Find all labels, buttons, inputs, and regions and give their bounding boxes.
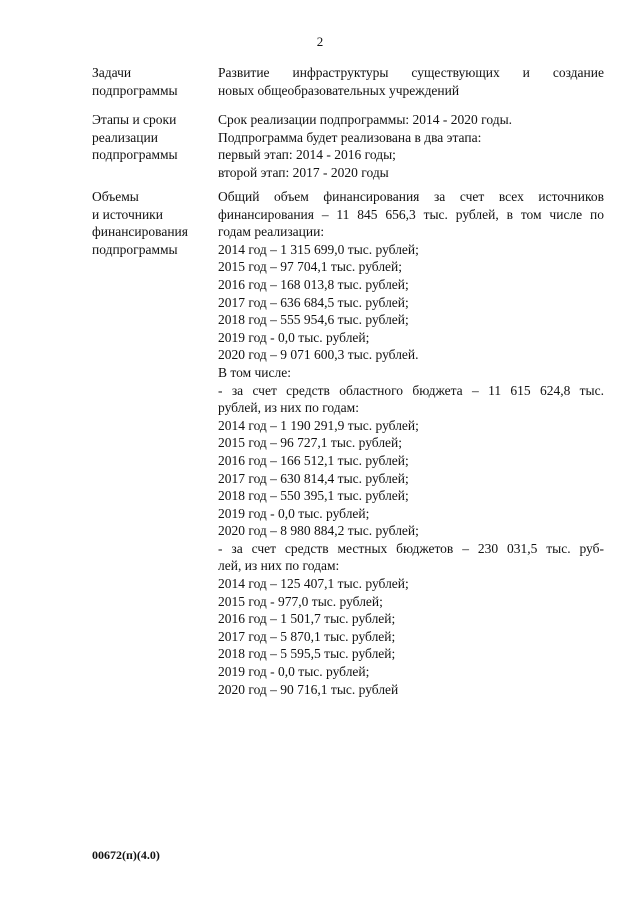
row-financing — [92, 188, 604, 698]
content-line: лей, из них по годам: — [218, 558, 340, 574]
content-line: 2015 год - 977,0 тыс. рублей; — [218, 593, 383, 609]
label-line: Задачи — [92, 65, 132, 80]
content-line: первый этап: 2014 - 2016 годы; — [218, 147, 396, 163]
page-number: 2 — [316, 34, 324, 49]
content-line: - за счет средств местных бюджетов – 230 031,5 тыс. руб- — [218, 540, 604, 556]
content-line: 2015 год – 97 704,1 тыс. рублей; — [218, 259, 403, 275]
content-line: 2014 год – 1 190 291,9 тыс. рублей; — [218, 417, 419, 433]
content-line: второй этап: 2017 - 2020 годы — [218, 164, 389, 180]
row-content — [218, 188, 604, 698]
content-line: 2016 год – 166 512,1 тыс. рублей; — [218, 452, 409, 468]
row-label — [92, 64, 218, 99]
content-line: 2020 год – 9 071 600,3 тыс. рублей. — [218, 347, 419, 363]
label-line: реализации — [92, 129, 158, 145]
content-line: 2019 год - 0,0 тыс. рублей; — [218, 329, 370, 345]
content-line: финансирования – 11 845 656,3 тыс. рублей, в том числе по — [218, 206, 604, 222]
content-line: Развитие инфраструктуры существующих и создание — [218, 65, 604, 80]
content-line: новых общеобразовательных учреждений — [218, 82, 460, 98]
label-line: Объемы — [92, 189, 139, 204]
label-line: подпрограммы — [92, 147, 178, 163]
row-content — [218, 111, 604, 181]
row-tasks — [92, 64, 604, 99]
content-line: Общий объем финансирования за счет всех источников — [218, 189, 604, 204]
content-line: 2019 год - 0,0 тыс. рублей; — [218, 505, 370, 521]
label-line: подпрограммы — [92, 82, 178, 98]
content-line: В том числе: — [218, 364, 291, 380]
content-line: годам реализации: — [218, 224, 325, 240]
content-line: 2019 год - 0,0 тыс. рублей; — [218, 664, 370, 680]
content-line: 2018 год – 550 395,1 тыс. рублей; — [218, 488, 409, 504]
content-line: 2017 год – 630 814,4 тыс. рублей; — [218, 470, 409, 486]
content-line: 2020 год – 90 716,1 тыс. рублей — [218, 681, 399, 697]
content-line: 2017 год – 5 870,1 тыс. рублей; — [218, 628, 396, 644]
row-stages — [92, 111, 604, 181]
label-line: и источники — [92, 206, 163, 222]
row-content — [218, 64, 604, 99]
content-line: 2018 год – 5 595,5 тыс. рублей; — [218, 646, 396, 662]
content-line: 2018 год – 555 954,6 тыс. рублей; — [218, 312, 409, 328]
content-line: 2014 год – 1 315 699,0 тыс. рублей; — [218, 241, 419, 257]
content-line: 2016 год – 1 501,7 тыс. рублей; — [218, 611, 396, 627]
label-line: подпрограммы — [92, 241, 178, 257]
content-line: 2017 год – 636 684,5 тыс. рублей; — [218, 294, 409, 310]
content-line: 2016 год – 168 013,8 тыс. рублей; — [218, 276, 409, 292]
row-label — [92, 111, 218, 181]
label-line: Этапы и сроки — [92, 112, 177, 127]
document-code: 00672(п)(4.0) — [92, 848, 160, 862]
content-line: Подпрограмма будет реализована в два этапа: — [218, 129, 482, 145]
label-line: финансирования — [92, 224, 188, 240]
row-label — [92, 188, 218, 698]
content-line: рублей, из них по годам: — [218, 400, 359, 416]
content-line: - за счет средств областного бюджета – 11 615 624,8 тыс. — [218, 382, 604, 398]
content-line: 2014 год – 125 407,1 тыс. рублей; — [218, 576, 409, 592]
content-line: 2015 год – 96 727,1 тыс. рублей; — [218, 435, 403, 451]
content-line: 2020 год – 8 980 884,2 тыс. рублей; — [218, 523, 419, 539]
content-line: Срок реализации подпрограммы: 2014 - 2020 годы. — [218, 112, 513, 127]
